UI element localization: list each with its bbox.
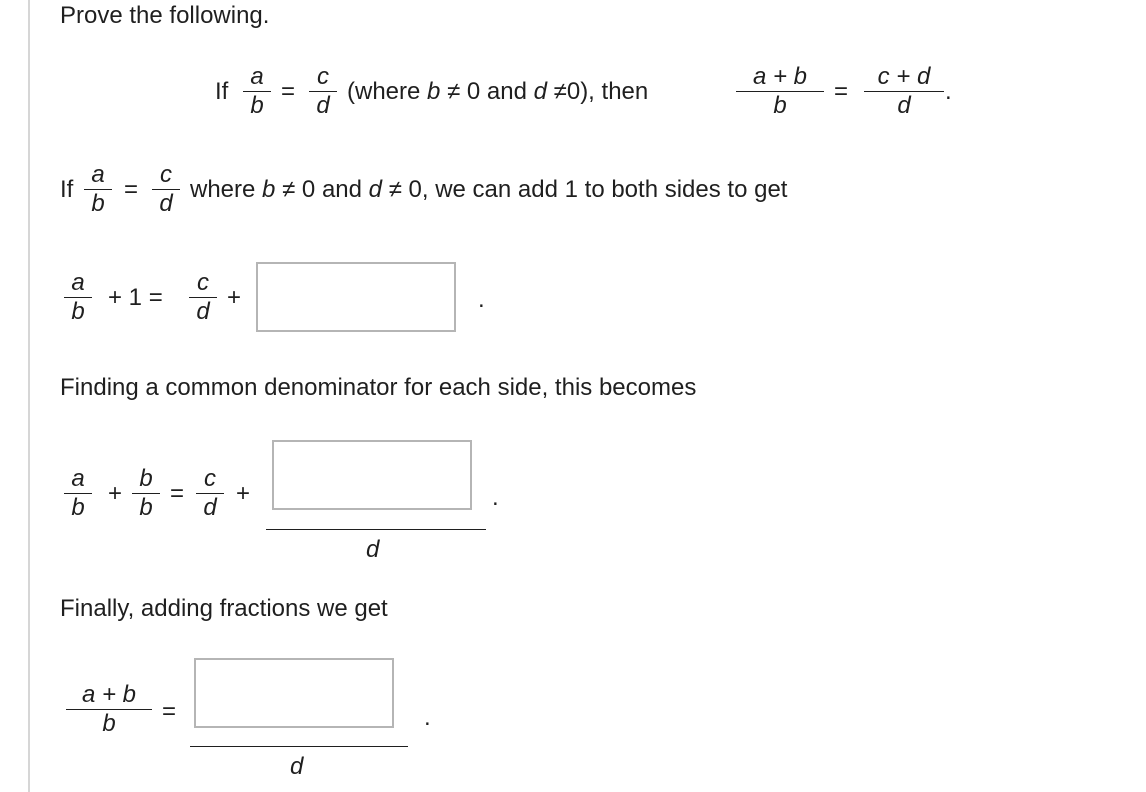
denominator: b	[773, 92, 787, 119]
statement-fraction-c-over-d	[309, 64, 337, 119]
eq2-period: .	[492, 484, 499, 511]
equals-sign: =	[834, 78, 849, 105]
para1-text	[190, 176, 787, 204]
eq1-plus: +	[227, 284, 242, 311]
eq1-plus-one-equals: + 1 =	[108, 284, 163, 311]
eq2-plus-2: +	[236, 480, 251, 507]
condition-tail: ≠0), then	[553, 78, 649, 105]
eq1-fraction-a-over-b	[64, 270, 92, 325]
eq3-answer-input[interactable]	[194, 658, 394, 728]
eq2-fraction-bar	[266, 529, 486, 530]
denominator: d	[196, 298, 210, 325]
para2-text: Finding a common denominator for each side, this becomes	[60, 374, 697, 401]
statement-fraction-c-plus-d-over-d	[864, 64, 944, 119]
denominator: b	[71, 298, 85, 325]
denominator: d	[159, 190, 173, 217]
numerator: a	[71, 269, 85, 296]
denominator: b	[102, 710, 116, 737]
eq2-answer-input[interactable]	[272, 440, 472, 510]
para1-and: 0 and	[301, 176, 362, 203]
eq2-fraction-a-over-b	[64, 466, 92, 521]
numerator: b	[139, 465, 153, 492]
condition-var-d: d	[533, 78, 547, 105]
eq2-fraction-c-over-d	[196, 466, 224, 521]
numerator: a + b	[752, 63, 808, 90]
condition-where: (where	[347, 78, 421, 105]
statement-if: If	[215, 78, 229, 105]
para1-if: If	[60, 176, 74, 203]
para1-tail: ≠ 0, we can add 1 to both sides to get	[388, 176, 788, 203]
denominator: d	[316, 92, 330, 119]
equals-sign: =	[170, 480, 185, 507]
eq1-fraction-c-over-d	[189, 270, 217, 325]
condition-zero-and: 0 and	[466, 78, 527, 105]
condition-neq: ≠	[447, 78, 461, 105]
condition-var-b: b	[427, 78, 441, 105]
eq2-plus: +	[108, 480, 123, 507]
eq3-period: .	[424, 704, 431, 731]
numerator: c + d	[877, 63, 931, 90]
eq2-denominator-d: d	[366, 536, 380, 563]
statement-condition	[347, 78, 648, 106]
eq1-period: .	[478, 286, 485, 313]
numerator: c	[317, 63, 329, 90]
numerator: c	[160, 161, 172, 188]
para1-fraction-a-over-b	[84, 162, 112, 217]
numerator: a	[91, 161, 105, 188]
eq1-answer-input[interactable]	[256, 262, 456, 332]
para1-where: where	[190, 176, 256, 203]
equals-sign: =	[281, 78, 296, 105]
denominator: d	[203, 494, 217, 521]
denominator: b	[250, 92, 264, 119]
eq3-fraction-bar	[190, 746, 408, 747]
denominator: b	[71, 494, 85, 521]
para1-neq: ≠	[282, 176, 296, 203]
statement-fraction-a-plus-b-over-b	[736, 64, 824, 119]
numerator: a	[71, 465, 85, 492]
para3-text: Finally, adding fractions we get	[60, 595, 388, 622]
numerator: a	[250, 63, 264, 90]
numerator: c	[197, 269, 209, 296]
para1-var-d: d	[368, 176, 383, 203]
equals-sign: =	[162, 698, 177, 725]
left-margin-rule	[28, 0, 30, 792]
para1-var-b: b	[262, 176, 276, 203]
eq3-denominator-d: d	[290, 753, 304, 780]
eq2-fraction-b-over-b	[132, 466, 160, 521]
numerator: a + b	[81, 681, 137, 708]
para1-fraction-c-over-d	[152, 162, 180, 217]
denominator: d	[897, 92, 911, 119]
statement-period: .	[945, 78, 952, 105]
denominator: b	[139, 494, 153, 521]
statement-fraction-a-over-b	[243, 64, 271, 119]
numerator: c	[204, 465, 216, 492]
eq3-fraction-a-plus-b-over-b	[66, 682, 152, 737]
equals-sign: =	[124, 176, 139, 203]
denominator: b	[91, 190, 105, 217]
problem-title: Prove the following.	[60, 2, 270, 29]
